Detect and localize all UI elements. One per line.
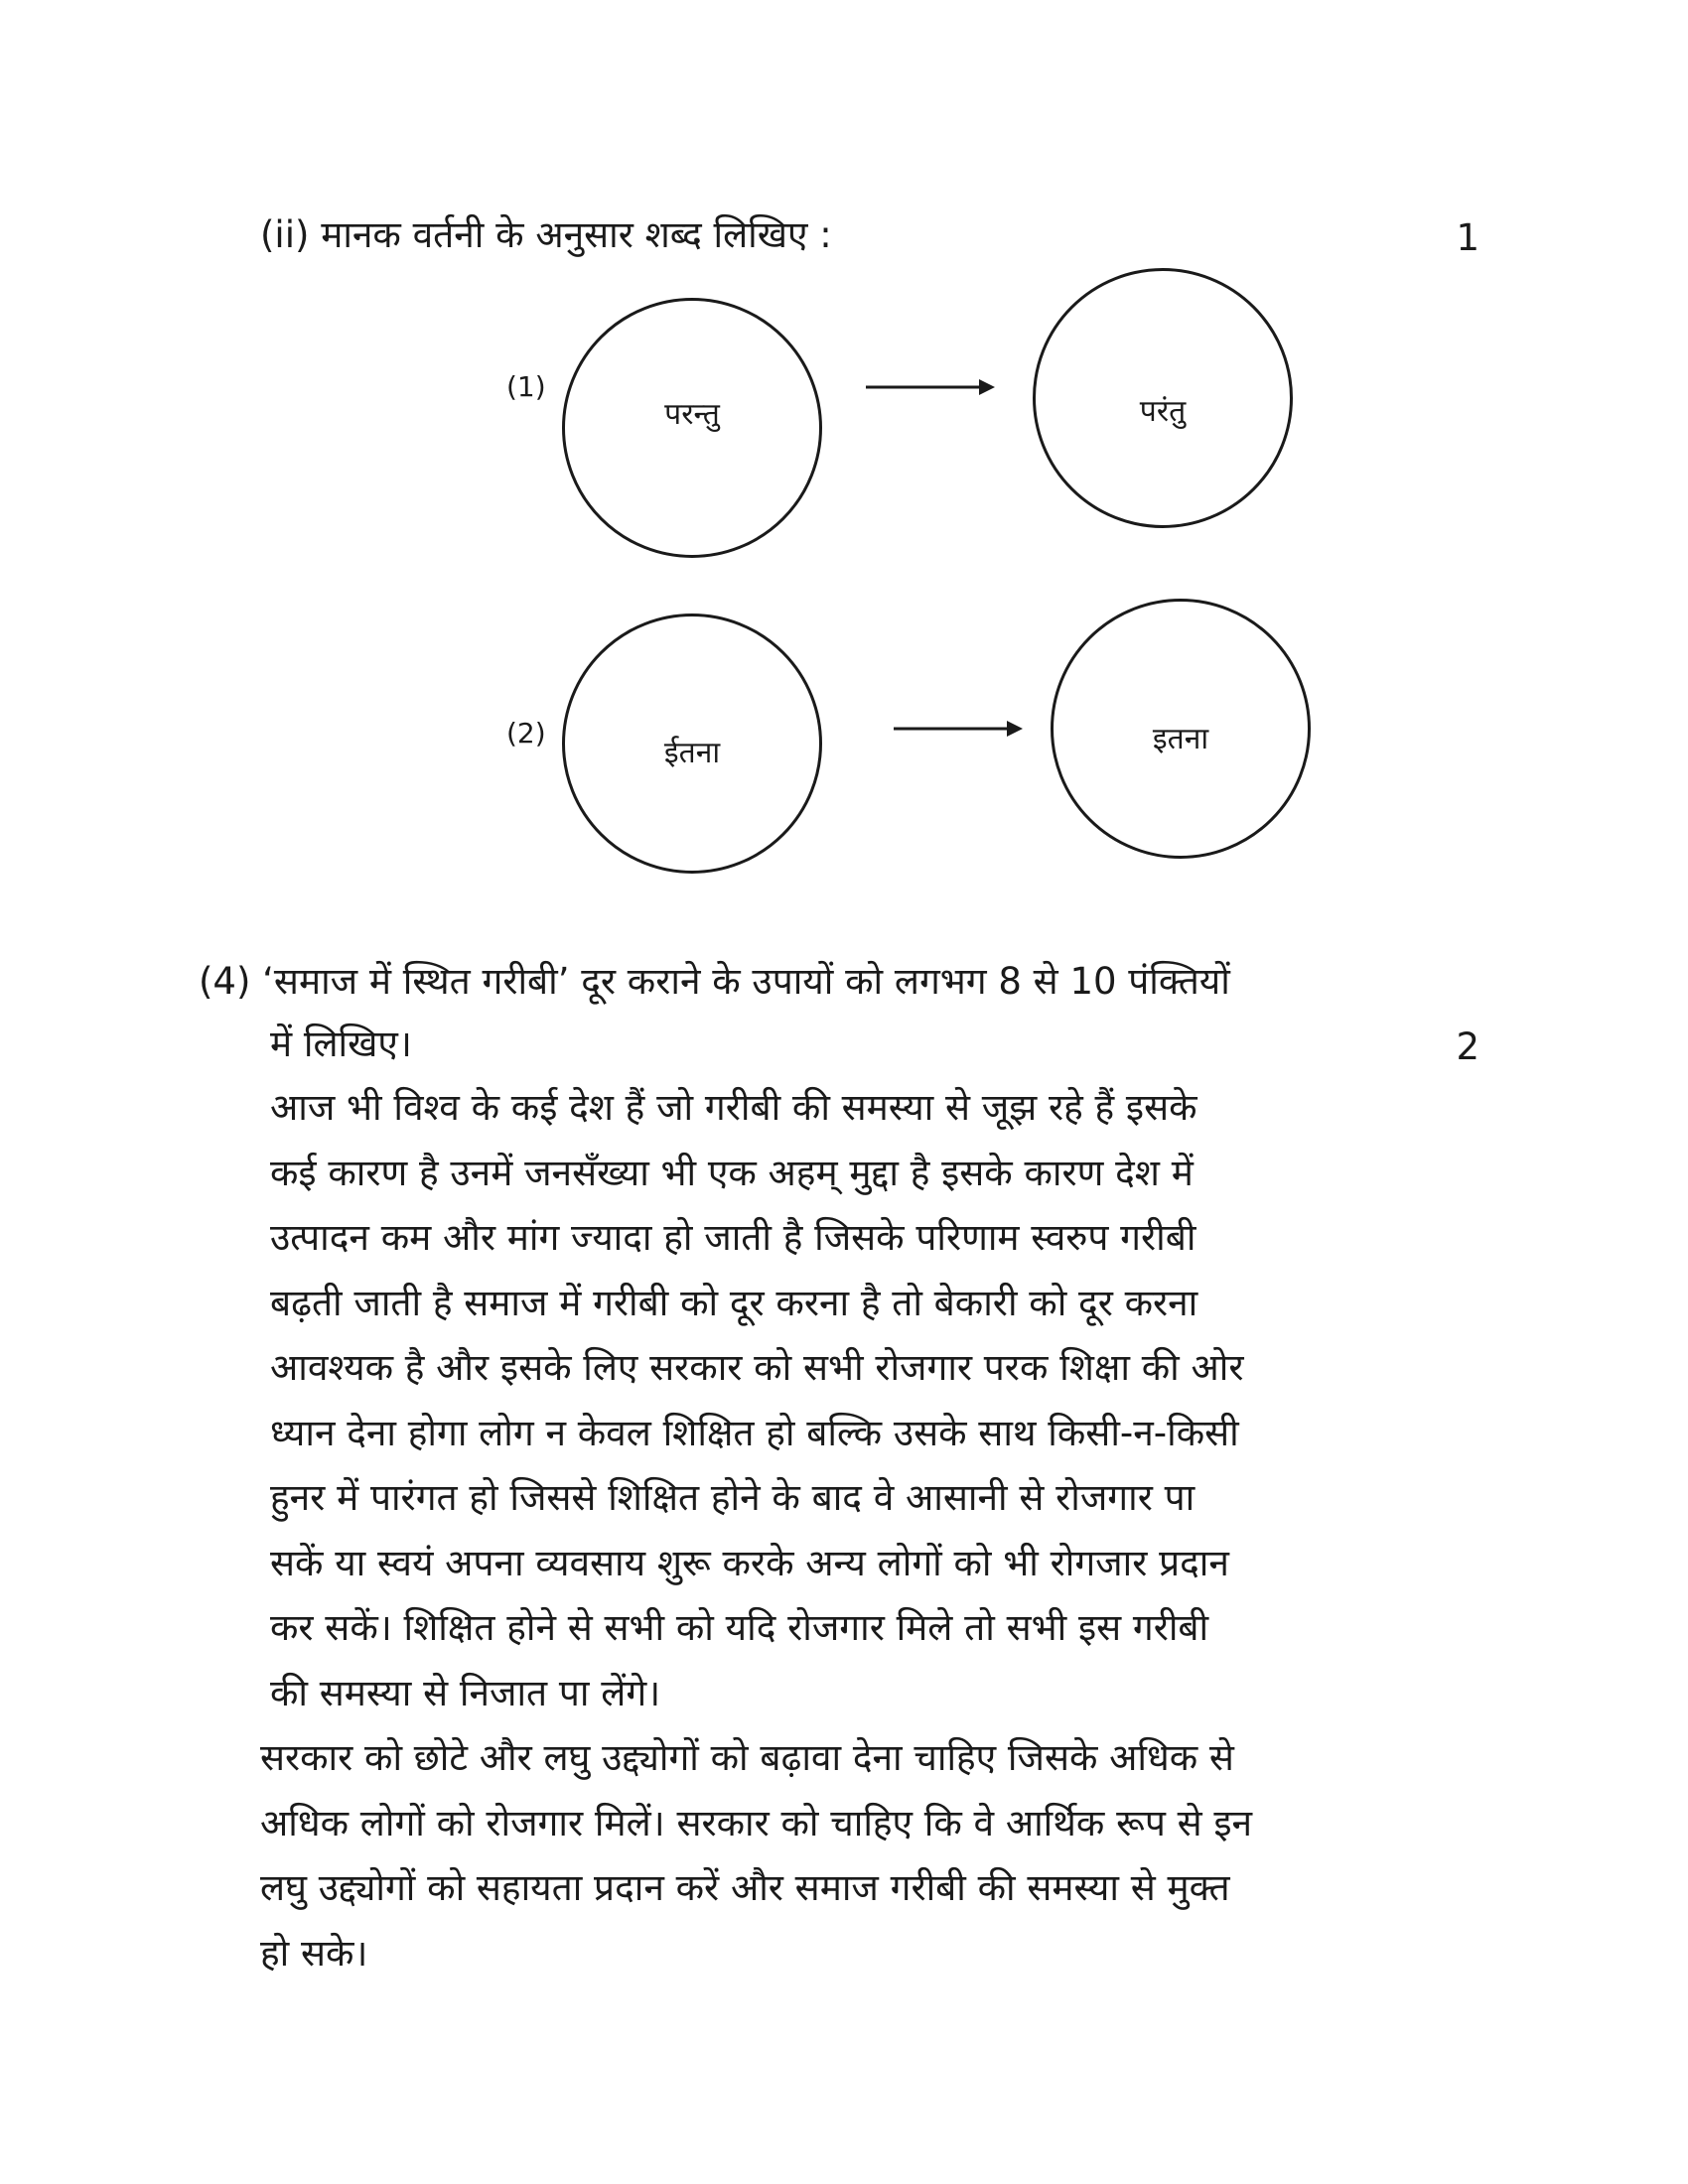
answer-line: आवश्यक है और इसके लिए सरकार को सभी रोजगार परक शिक्षा की ओर: [270, 1346, 1244, 1389]
item-2-number: (2): [506, 717, 546, 750]
answer-line: उत्पादन कम और मांग ज्यादा हो जाती है जिसके परिणाम स्वरुप गरीबी: [270, 1216, 1196, 1259]
question-4-prompt-line2: में लिखिए।: [270, 1023, 412, 1065]
correct-word-2: इतना: [1152, 722, 1209, 756]
answer-line: कई कारण है उनमें जनसँख्या भी एक अहम् मुद्दा है इसके कारण देश में: [270, 1151, 1194, 1194]
item-1-number: (1): [506, 370, 546, 403]
question-4-marks: 2: [1456, 1025, 1479, 1068]
arrow-icon: [864, 375, 998, 399]
correct-word-1: परंतु: [1139, 394, 1187, 429]
answer-line: अधिक लोगों को रोजगार मिलें। सरकार को चाहिए कि वे आर्थिक रूप से इन: [260, 1801, 1253, 1844]
incorrect-word-1: परन्तु: [664, 397, 720, 432]
answer-line: लघु उद्द्योगों को सहायता प्रदान करें और समाज गरीबी की समस्या से मुक्त: [260, 1866, 1230, 1909]
answer-line: कर सकें। शिक्षित होने से सभी को यदि रोजगार मिले तो सभी इस गरीबी: [270, 1606, 1209, 1649]
question-ii-marks: 1: [1456, 216, 1479, 259]
incorrect-word-2: ईतना: [663, 736, 721, 770]
question-ii-label: (ii) मानक वर्तनी के अनुसार शब्द लिखिए :: [260, 213, 832, 256]
answer-paragraph-1: [270, 1075, 1243, 1725]
answer-line: ध्यान देना होगा लोग न केवल शिक्षित हो बल्कि उसके साथ किसी-न-किसी: [270, 1411, 1239, 1454]
question-4-prompt-line1: (4) ‘समाज में स्थित गरीबी’ दूर कराने के उपायों को लगभग 8 से 10 पंक्तियों: [199, 960, 1230, 1003]
answer-line: हुनर में पारंगत हो जिससे शिक्षित होने के बाद वे आसानी से रोजगार पा: [270, 1476, 1196, 1519]
answer-paragraph-2: [260, 1725, 1252, 1985]
answer-line: सकें या स्वयं अपना व्यवसाय शुरू करके अन्य लोगों को भी रोगजार प्रदान: [270, 1541, 1229, 1584]
answer-line: हो सके।: [260, 1931, 368, 1975]
answer-line: की समस्या से निजात पा लेंगे।: [270, 1671, 661, 1714]
answer-line: आज भी विश्व के कई देश हैं जो गरीबी की समस्या से जूझ रहे हैं इसके: [270, 1086, 1197, 1129]
answer-line: सरकार को छोटे और लघु उद्द्योगों को बढ़ावा देना चाहिए जिसके अधिक से: [260, 1736, 1234, 1779]
answer-line: बढ़ती जाती है समाज में गरीबी को दूर करना है तो बेकारी को दूर करना: [270, 1281, 1198, 1324]
arrow-icon: [892, 717, 1026, 741]
